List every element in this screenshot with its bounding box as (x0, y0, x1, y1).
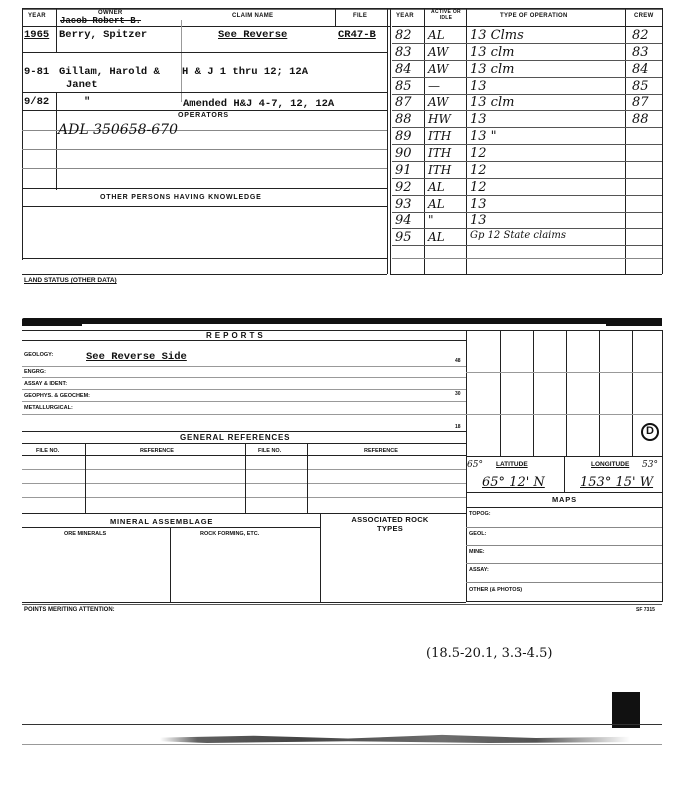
operation-year: 94 (395, 213, 412, 228)
operation-crew: 88 (632, 112, 649, 127)
operation-type: 13 (470, 112, 487, 127)
maps-geol-label: GEOL: (469, 531, 487, 537)
form-number: SF 7315 (636, 607, 655, 613)
header-crew: CREW (634, 13, 654, 19)
ink-blot (612, 692, 640, 728)
longitude-suffix: 53° (642, 460, 658, 470)
operation-year: 83 (395, 45, 412, 60)
owner-row-year: 9-81 (24, 66, 50, 78)
operation-status: AL (428, 28, 445, 42)
operation-year: 82 (395, 28, 412, 43)
operation-crew: 84 (632, 62, 649, 77)
bottom-rule (22, 724, 662, 725)
operation-crew: 85 (632, 79, 649, 94)
operation-row-rule (392, 228, 662, 229)
scale-48: 48 (455, 358, 461, 364)
geology-label: GEOLOGY: (24, 352, 54, 358)
operators-label: OPERATORS (178, 112, 229, 119)
metallurgical-label: METALLURGICAL: (24, 405, 73, 411)
reports-title: REPORTS (206, 331, 266, 340)
maps-assay-label: ASSAY: (469, 567, 489, 573)
operation-type: 12 (470, 163, 487, 178)
operation-status: AW (428, 95, 449, 109)
header-active-or-idle: ACTIVE OR IDLE (431, 9, 461, 21)
ore-minerals-label: ORE MINERALS (64, 531, 107, 537)
owner-row-year: 1965 (24, 29, 50, 41)
land-status-label: LAND STATUS (OTHER DATA) (24, 277, 117, 284)
scale-18: 18 (455, 424, 461, 430)
other-persons-label: OTHER PERSONS HAVING KNOWLEDGE (100, 194, 262, 201)
operation-crew: 82 (632, 28, 649, 43)
operation-year: 89 (395, 129, 412, 144)
operation-status: AL (428, 230, 445, 244)
operation-type: 13 clm (470, 95, 515, 110)
owner-annotation: Jacob Robert B. (60, 16, 142, 26)
header-year-2: YEAR (396, 13, 414, 19)
owner-row-file: CR47-B (338, 29, 376, 41)
header-year: YEAR (28, 13, 46, 19)
operation-year: 93 (395, 197, 412, 212)
owner-row-owner: Gillam, Harold & (59, 66, 160, 78)
operation-type: 13 " (470, 129, 497, 144)
longitude-label: LONGITUDE (591, 461, 630, 468)
operation-status: AW (428, 45, 449, 59)
operation-type: 13 clm (470, 62, 515, 77)
latitude-value: 65° 12' N (482, 475, 545, 490)
bottom-smudge (160, 734, 630, 743)
operation-year: 88 (395, 112, 412, 127)
separator-band (22, 318, 662, 324)
points-meriting-attention-label: POINTS MERITING ATTENTION: (24, 607, 115, 613)
maps-title: MAPS (552, 495, 577, 504)
operation-row-rule (392, 161, 662, 162)
operation-row-rule (392, 127, 662, 128)
maps-other-label: OTHER (& PHOTOS) (469, 587, 523, 593)
operation-type: 12 (470, 180, 487, 195)
operation-row-rule (392, 245, 662, 246)
header-type-of-operation: TYPE OF OPERATION (500, 13, 568, 19)
operation-status: AW (428, 62, 449, 76)
operation-status: HW (428, 112, 451, 126)
associated-rock-types-label: ASSOCIATED ROCK TYPES (351, 515, 429, 533)
operation-status: — (428, 79, 440, 93)
operation-row-rule (392, 178, 662, 179)
column-reference: REFERENCE (364, 448, 398, 454)
geophys-label: GEOPHYS. & GEOCHEM: (24, 393, 91, 399)
general-references-title: GENERAL REFERENCES (180, 433, 291, 442)
column-file-no: FILE NO. (36, 448, 60, 454)
coordinates-note: (18.5-20.1, 3.3-4.5) (426, 646, 553, 661)
operation-year: 91 (395, 163, 412, 178)
column-reference: REFERENCE (140, 448, 174, 454)
operators-note: ADL 350658-670 (58, 122, 178, 138)
maps-topog-label: TOPOG: (469, 511, 491, 517)
header-owner: OWNER (98, 10, 123, 16)
operation-type: 13 (470, 197, 487, 212)
owner-row-claim: Amended H&J 4-7, 12, 12A (183, 98, 335, 110)
operation-row-rule (392, 110, 662, 111)
longitude-value: 153° 15' W (580, 475, 654, 490)
latitude-prefix: 65° (467, 460, 483, 470)
operation-row-rule (392, 43, 662, 44)
operation-status: ITH (428, 146, 452, 160)
bottom-rule-faint (22, 744, 662, 745)
rock-forming-label: ROCK FORMING, ETC. (200, 531, 260, 537)
operation-type: 13 Clms (470, 28, 524, 43)
operation-status: ITH (428, 163, 452, 177)
operation-status: AL (428, 197, 445, 211)
operation-type: 13 (470, 213, 487, 228)
operation-type: 13 (470, 79, 487, 94)
owner-row-year: 9/82 (24, 96, 50, 108)
header-claim-name: CLAIM NAME (232, 13, 274, 19)
operation-row-rule (392, 60, 662, 61)
operation-year: 87 (395, 95, 412, 110)
assay-ident-label: ASSAY & IDENT: (24, 381, 68, 387)
owner-row-owner: " (84, 96, 91, 108)
operation-type: Gp 12 State claims (470, 230, 566, 241)
circled-mark: D (641, 423, 659, 441)
operation-year: 90 (395, 146, 412, 161)
operation-crew: 83 (632, 45, 649, 60)
operation-crew: 87 (632, 95, 649, 110)
owner-row-claim: See Reverse (218, 29, 288, 41)
engrg-label: ENGRG: (24, 369, 46, 375)
operation-type: 12 (470, 146, 487, 161)
operation-row-rule (392, 195, 662, 196)
column-file-no: FILE NO. (258, 448, 282, 454)
owner-row-claim: H & J 1 thru 12; 12A (182, 66, 309, 78)
maps-mine-label: MINE: (469, 549, 485, 555)
operation-year: 92 (395, 180, 412, 195)
header-file: FILE (353, 13, 368, 19)
operation-row-rule (392, 77, 662, 78)
operation-status: ITH (428, 129, 452, 143)
mineral-assemblage-title: MINERAL ASSEMBLAGE (110, 517, 214, 526)
operation-row-rule (392, 144, 662, 145)
operation-year: 95 (395, 230, 412, 245)
operation-status: AL (428, 180, 445, 194)
latitude-label: LATITUDE (496, 461, 528, 468)
owner-row-owner: Janet (66, 79, 98, 91)
operation-status: " (428, 213, 434, 227)
operation-year: 85 (395, 79, 412, 94)
operation-year: 84 (395, 62, 412, 77)
geology-value: See Reverse Side (86, 351, 187, 363)
scale-30: 30 (455, 391, 461, 397)
operation-type: 13 clm (470, 45, 515, 60)
owner-row-owner: Berry, Spitzer (59, 29, 148, 41)
